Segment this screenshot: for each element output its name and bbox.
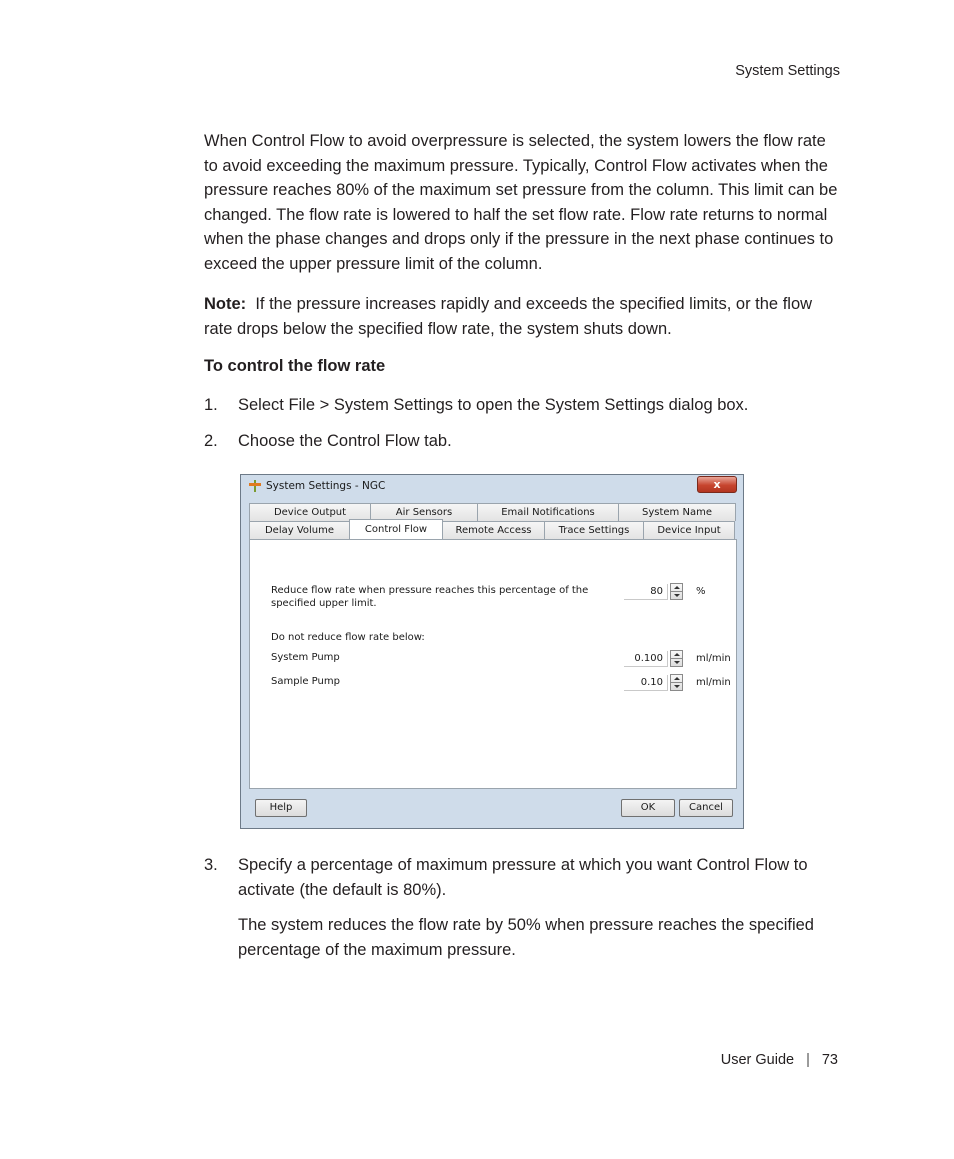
step-text: Select File > System Settings to open the System Settings dialog box. [238,396,749,414]
note-text: If the pressure increases rapidly and exceeds the specified limits, or the flow rate drops below the specified flow rate, the system shuts down. [204,295,813,338]
system-settings-dialog [240,474,744,829]
control-flow-panel [249,539,737,789]
tab-trace-settings[interactable]: Trace Settings [544,521,644,539]
page-footer [721,1052,838,1068]
step-3-detail: The system reduces the flow rate by 50% when pressure reaches the specified percentage of the maximum pressure. [238,916,814,959]
footer-separator: | [806,1052,810,1068]
cancel-button[interactable]: Cancel [679,799,733,817]
system-pump-input[interactable]: 0.100 [624,651,668,667]
tab-email-notifications[interactable]: Email Notifications [477,503,619,521]
sample-pump-input[interactable]: 0.10 [624,675,668,691]
sample-pump-spinner[interactable] [670,674,683,691]
system-pump-spinner[interactable] [670,650,683,667]
step-3 [204,853,844,902]
sample-pump-unit: ml/min [696,677,731,688]
tab-device-output[interactable]: Device Output [249,503,371,521]
step-number: 3. [204,856,218,874]
step-number: 1. [204,396,218,414]
percent-unit: % [696,586,706,597]
dialog-title: System Settings - NGC [266,480,386,492]
tab-remote-access[interactable]: Remote Access [442,521,545,539]
step-number: 2. [204,432,218,450]
app-icon [249,480,261,492]
tab-delay-volume[interactable]: Delay Volume [249,521,350,539]
step-text: Specify a percentage of maximum pressure at which you want Control Flow to activate (the default is 80%). [238,856,808,899]
help-button[interactable]: Help [255,799,307,817]
pressure-percent-spinner[interactable] [670,583,683,600]
footer-doc-name: User Guide [720,1052,795,1068]
system-pump-label: System Pump [271,652,340,663]
step-1 [204,393,844,418]
running-header: System Settings [735,63,840,79]
min-flow-label: Do not reduce flow rate below: [271,632,425,643]
pressure-percent-input[interactable]: 80 [624,584,668,600]
tab-system-name[interactable]: System Name [618,503,736,521]
tabs-row-2 [249,521,734,539]
system-pump-unit: ml/min [696,653,731,664]
note-paragraph [204,292,844,341]
dialog-title-bar [249,480,385,492]
reduce-label-line1: Reduce flow rate when pressure reaches this percentage of the [271,585,589,596]
note-label: Note: [204,295,247,313]
close-button[interactable]: x [697,476,737,493]
ok-button[interactable]: OK [621,799,675,817]
step-2 [204,429,844,454]
sample-pump-label: Sample Pump [271,676,340,687]
procedure-heading: To control the flow rate [204,357,386,375]
tab-air-sensors[interactable]: Air Sensors [370,503,478,521]
intro-paragraph: When Control Flow to avoid overpressure is selected, the system lowers the flow rate to avoid exceeding the maximum pressure. Typically, Control Flow activates when the pressure reaches 80% of the maximum set pressure from the column. This limit can be changed. The flow rate is lowered to half the set flow rate. Flow rate returns to normal when the phase changes and drops only if the pressure in the next phase continues to exceed the upper pressure limit of the column. [204,132,838,273]
tab-device-input[interactable]: Device Input [643,521,735,539]
step-text: Choose the Control Flow tab. [238,432,452,450]
page-number: 73 [821,1052,838,1068]
tab-control-flow[interactable]: Control Flow [349,519,443,539]
reduce-label-line2: specified upper limit. [271,598,377,609]
tabs-row-1 [249,503,735,521]
